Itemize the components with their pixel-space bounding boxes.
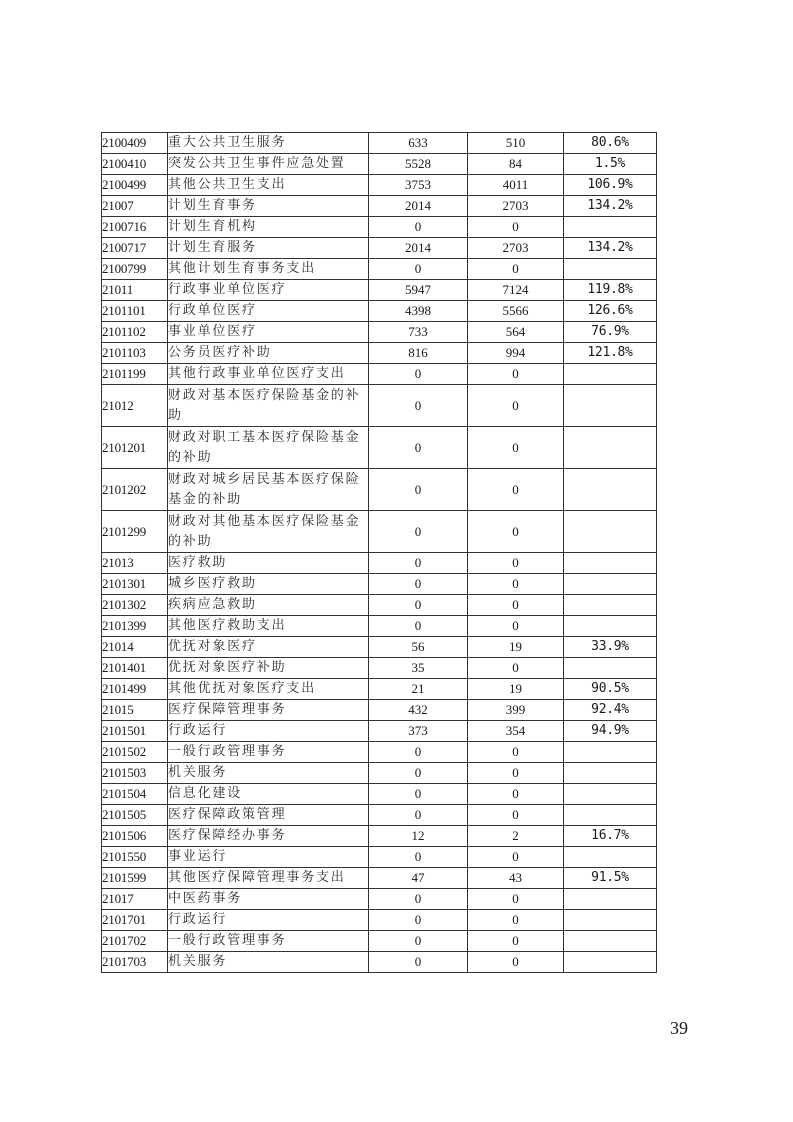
actual-cell: 399 [468, 700, 564, 721]
code-cell: 2100499 [102, 175, 168, 196]
budget-cell: 0 [369, 574, 468, 595]
table-row [102, 952, 657, 973]
ratio-cell [564, 385, 657, 427]
actual-cell: 0 [468, 931, 564, 952]
code-cell: 21012 [102, 385, 168, 427]
code-cell: 2100717 [102, 238, 168, 259]
ratio-cell: 119.8% [564, 280, 657, 301]
table-row [102, 658, 657, 679]
ratio-cell: 91.5% [564, 868, 657, 889]
table-row [102, 133, 657, 154]
ratio-cell [564, 931, 657, 952]
ratio-cell [564, 805, 657, 826]
actual-cell: 354 [468, 721, 564, 742]
code-cell: 2101702 [102, 931, 168, 952]
actual-cell: 0 [468, 217, 564, 238]
ratio-cell [564, 595, 657, 616]
ratio-cell [564, 784, 657, 805]
ratio-cell [564, 763, 657, 784]
table-row [102, 784, 657, 805]
name-cell: 突发公共卫生事件应急处置 [168, 154, 369, 175]
code-cell: 21013 [102, 553, 168, 574]
code-cell: 2101550 [102, 847, 168, 868]
name-cell: 中医药事务 [168, 889, 369, 910]
code-cell: 21007 [102, 196, 168, 217]
ratio-cell [564, 553, 657, 574]
code-cell: 2100716 [102, 217, 168, 238]
code-cell: 2101506 [102, 826, 168, 847]
table-row [102, 280, 657, 301]
name-cell: 信息化建设 [168, 784, 369, 805]
budget-cell: 0 [369, 784, 468, 805]
table-row [102, 868, 657, 889]
budget-cell: 0 [369, 847, 468, 868]
actual-cell: 0 [468, 427, 564, 469]
table-row [102, 322, 657, 343]
budget-cell: 0 [369, 742, 468, 763]
name-cell: 计划生育事务 [168, 196, 369, 217]
actual-cell: 43 [468, 868, 564, 889]
name-cell: 财政对城乡居民基本医疗保险基金的补助 [168, 469, 369, 511]
ratio-cell: 106.9% [564, 175, 657, 196]
budget-cell: 0 [369, 805, 468, 826]
name-cell: 财政对基本医疗保险基金的补助 [168, 385, 369, 427]
name-cell: 医疗保障经办事务 [168, 826, 369, 847]
budget-cell: 4398 [369, 301, 468, 322]
budget-cell: 0 [369, 364, 468, 385]
ratio-cell: 121.8% [564, 343, 657, 364]
name-cell: 医疗保障政策管理 [168, 805, 369, 826]
code-cell: 2101701 [102, 910, 168, 931]
name-cell: 公务员医疗补助 [168, 343, 369, 364]
actual-cell: 7124 [468, 280, 564, 301]
actual-cell: 0 [468, 385, 564, 427]
ratio-cell [564, 364, 657, 385]
ratio-cell: 126.6% [564, 301, 657, 322]
budget-cell: 47 [369, 868, 468, 889]
code-cell: 2101505 [102, 805, 168, 826]
code-cell: 2101599 [102, 868, 168, 889]
expenditure-table [101, 132, 657, 973]
budget-cell: 633 [369, 133, 468, 154]
name-cell: 其他医疗救助支出 [168, 616, 369, 637]
code-cell: 2101101 [102, 301, 168, 322]
budget-cell: 373 [369, 721, 468, 742]
name-cell: 行政单位医疗 [168, 301, 369, 322]
table-row [102, 616, 657, 637]
budget-cell: 0 [369, 910, 468, 931]
ratio-cell: 92.4% [564, 700, 657, 721]
code-cell: 2101501 [102, 721, 168, 742]
table-row [102, 238, 657, 259]
table-row [102, 301, 657, 322]
code-cell: 21011 [102, 280, 168, 301]
actual-cell: 0 [468, 553, 564, 574]
budget-cell: 0 [369, 931, 468, 952]
ratio-cell [564, 616, 657, 637]
code-cell: 2101199 [102, 364, 168, 385]
code-cell: 2101703 [102, 952, 168, 973]
budget-cell: 0 [369, 763, 468, 784]
table-row [102, 343, 657, 364]
actual-cell: 0 [468, 889, 564, 910]
budget-cell: 733 [369, 322, 468, 343]
table-row [102, 175, 657, 196]
table-row [102, 196, 657, 217]
name-cell: 优抚对象医疗补助 [168, 658, 369, 679]
name-cell: 其他计划生育事务支出 [168, 259, 369, 280]
name-cell: 财政对职工基本医疗保险基金的补助 [168, 427, 369, 469]
budget-cell: 2014 [369, 238, 468, 259]
table-row [102, 154, 657, 175]
actual-cell: 2703 [468, 238, 564, 259]
budget-cell: 0 [369, 511, 468, 553]
actual-cell: 0 [468, 469, 564, 511]
table-row [102, 553, 657, 574]
actual-cell: 0 [468, 259, 564, 280]
actual-cell: 0 [468, 574, 564, 595]
table-row [102, 742, 657, 763]
table-row [102, 385, 657, 427]
code-cell: 2100410 [102, 154, 168, 175]
ratio-cell [564, 574, 657, 595]
actual-cell: 84 [468, 154, 564, 175]
actual-cell: 0 [468, 616, 564, 637]
budget-cell: 56 [369, 637, 468, 658]
actual-cell: 0 [468, 847, 564, 868]
table-row [102, 469, 657, 511]
ratio-cell: 16.7% [564, 826, 657, 847]
table-row [102, 637, 657, 658]
budget-cell: 432 [369, 700, 468, 721]
ratio-cell [564, 511, 657, 553]
name-cell: 其他公共卫生支出 [168, 175, 369, 196]
budget-cell: 0 [369, 217, 468, 238]
ratio-cell [564, 847, 657, 868]
actual-cell: 0 [468, 511, 564, 553]
code-cell: 2101201 [102, 427, 168, 469]
ratio-cell: 80.6% [564, 133, 657, 154]
table-row [102, 511, 657, 553]
budget-cell: 816 [369, 343, 468, 364]
code-cell: 2100409 [102, 133, 168, 154]
budget-cell: 5947 [369, 280, 468, 301]
budget-cell: 0 [369, 952, 468, 973]
budget-cell: 0 [369, 553, 468, 574]
code-cell: 2101499 [102, 679, 168, 700]
actual-cell: 2 [468, 826, 564, 847]
table-row [102, 805, 657, 826]
ratio-cell [564, 259, 657, 280]
name-cell: 计划生育机构 [168, 217, 369, 238]
actual-cell: 0 [468, 910, 564, 931]
budget-cell: 35 [369, 658, 468, 679]
name-cell: 事业单位医疗 [168, 322, 369, 343]
ratio-cell [564, 427, 657, 469]
name-cell: 行政运行 [168, 910, 369, 931]
budget-cell: 0 [369, 427, 468, 469]
budget-cell: 2014 [369, 196, 468, 217]
ratio-cell: 94.9% [564, 721, 657, 742]
name-cell: 其他医疗保障管理事务支出 [168, 868, 369, 889]
name-cell: 一般行政管理事务 [168, 931, 369, 952]
budget-cell: 0 [369, 889, 468, 910]
ratio-cell: 33.9% [564, 637, 657, 658]
ratio-cell: 1.5% [564, 154, 657, 175]
code-cell: 2101301 [102, 574, 168, 595]
actual-cell: 510 [468, 133, 564, 154]
name-cell: 其他行政事业单位医疗支出 [168, 364, 369, 385]
budget-cell: 12 [369, 826, 468, 847]
page-number: 39 [670, 1018, 688, 1038]
code-cell: 2101399 [102, 616, 168, 637]
ratio-cell: 134.2% [564, 196, 657, 217]
name-cell: 事业运行 [168, 847, 369, 868]
budget-cell: 0 [369, 259, 468, 280]
actual-cell: 0 [468, 658, 564, 679]
code-cell: 2101401 [102, 658, 168, 679]
ratio-cell [564, 469, 657, 511]
actual-cell: 0 [468, 952, 564, 973]
actual-cell: 4011 [468, 175, 564, 196]
actual-cell: 564 [468, 322, 564, 343]
table-row [102, 931, 657, 952]
actual-cell: 19 [468, 637, 564, 658]
ratio-cell [564, 910, 657, 931]
table-body [102, 133, 657, 973]
ratio-cell: 134.2% [564, 238, 657, 259]
budget-cell: 0 [369, 595, 468, 616]
ratio-cell: 76.9% [564, 322, 657, 343]
ratio-cell [564, 742, 657, 763]
name-cell: 行政运行 [168, 721, 369, 742]
code-cell: 21015 [102, 700, 168, 721]
name-cell: 一般行政管理事务 [168, 742, 369, 763]
actual-cell: 19 [468, 679, 564, 700]
code-cell: 2100799 [102, 259, 168, 280]
actual-cell: 0 [468, 595, 564, 616]
actual-cell: 5566 [468, 301, 564, 322]
code-cell: 2101102 [102, 322, 168, 343]
code-cell: 2101299 [102, 511, 168, 553]
name-cell: 机关服务 [168, 763, 369, 784]
budget-cell: 21 [369, 679, 468, 700]
table-row [102, 763, 657, 784]
table-row [102, 574, 657, 595]
name-cell: 计划生育服务 [168, 238, 369, 259]
code-cell: 2101103 [102, 343, 168, 364]
actual-cell: 0 [468, 742, 564, 763]
budget-cell: 0 [369, 385, 468, 427]
budget-cell: 0 [369, 616, 468, 637]
budget-cell: 0 [369, 469, 468, 511]
code-cell: 21017 [102, 889, 168, 910]
budget-cell: 3753 [369, 175, 468, 196]
actual-cell: 2703 [468, 196, 564, 217]
table-row [102, 217, 657, 238]
ratio-cell [564, 658, 657, 679]
name-cell: 城乡医疗救助 [168, 574, 369, 595]
actual-cell: 0 [468, 364, 564, 385]
ratio-cell [564, 889, 657, 910]
name-cell: 医疗救助 [168, 553, 369, 574]
actual-cell: 0 [468, 805, 564, 826]
code-cell: 2101502 [102, 742, 168, 763]
table-row [102, 364, 657, 385]
name-cell: 财政对其他基本医疗保险基金的补助 [168, 511, 369, 553]
budget-cell: 5528 [369, 154, 468, 175]
code-cell: 21014 [102, 637, 168, 658]
ratio-cell: 90.5% [564, 679, 657, 700]
table-row [102, 847, 657, 868]
table-row [102, 889, 657, 910]
code-cell: 2101202 [102, 469, 168, 511]
table-row [102, 910, 657, 931]
code-cell: 2101503 [102, 763, 168, 784]
name-cell: 机关服务 [168, 952, 369, 973]
name-cell: 疾病应急救助 [168, 595, 369, 616]
table-row [102, 826, 657, 847]
name-cell: 行政事业单位医疗 [168, 280, 369, 301]
actual-cell: 0 [468, 784, 564, 805]
table-row [102, 427, 657, 469]
ratio-cell [564, 217, 657, 238]
ratio-cell [564, 952, 657, 973]
table-row [102, 700, 657, 721]
table-row [102, 259, 657, 280]
actual-cell: 0 [468, 763, 564, 784]
code-cell: 2101302 [102, 595, 168, 616]
name-cell: 其他优抚对象医疗支出 [168, 679, 369, 700]
name-cell: 优抚对象医疗 [168, 637, 369, 658]
code-cell: 2101504 [102, 784, 168, 805]
name-cell: 医疗保障管理事务 [168, 700, 369, 721]
table-row [102, 721, 657, 742]
actual-cell: 994 [468, 343, 564, 364]
name-cell: 重大公共卫生服务 [168, 133, 369, 154]
table-row [102, 595, 657, 616]
table-row [102, 679, 657, 700]
